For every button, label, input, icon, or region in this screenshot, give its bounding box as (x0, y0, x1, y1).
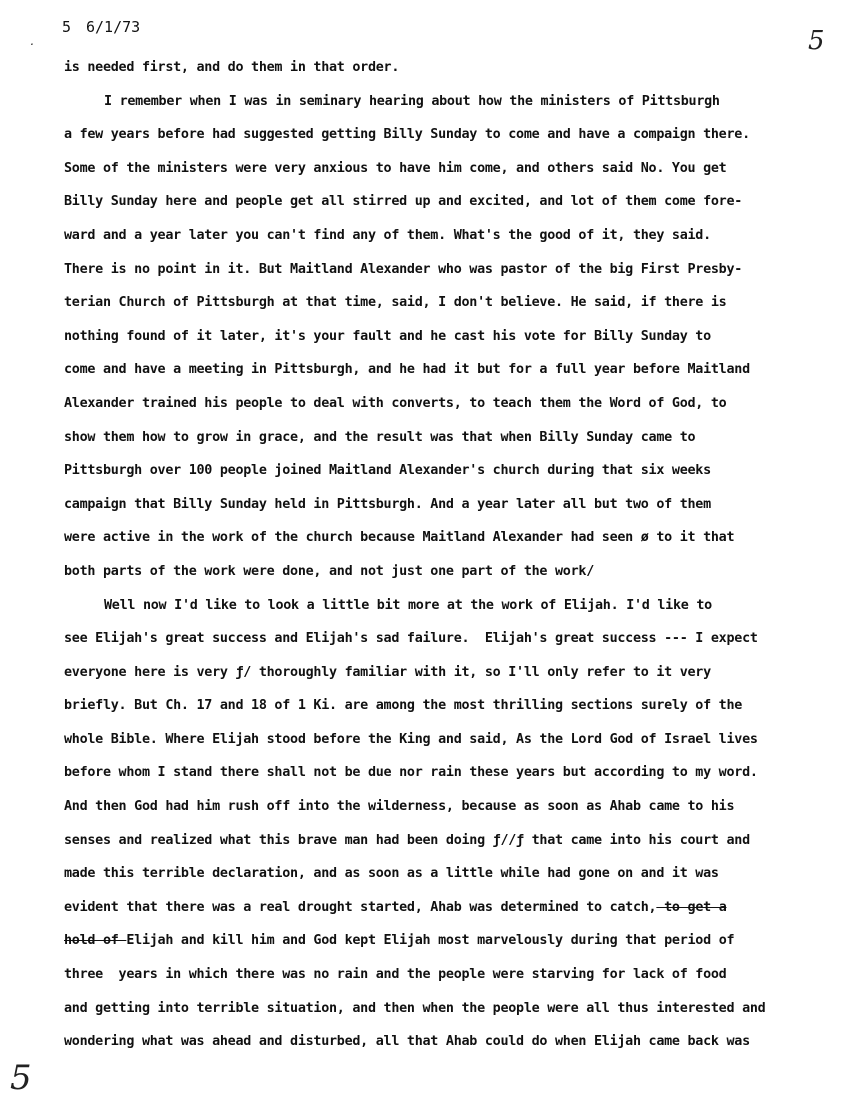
text-line: ward and a year later you can't find any of them. What's the good of it, they said. (64, 227, 711, 243)
text-line: senses and realized what this brave man had been doing ƒ//ƒ that came into his court and (64, 832, 750, 848)
text-line: Pittsburgh over 100 people joined Maitland Alexander's church during that six weeks (64, 463, 711, 479)
text-line: whole Bible. Where Elijah stood before the King and said, As the Lord God of Israel lives (64, 731, 758, 747)
text-line: before whom I stand there shall not be due nor rain these years but according to my word. (64, 765, 758, 781)
text-line: were active in the work of the church because Maitland Alexander had seen ø to it that (64, 530, 735, 546)
text-line: show them how to grow in grace, and the result was that when Billy Sunday came to (64, 429, 696, 445)
margin-mark: . (30, 34, 34, 48)
text-line: And then God had him rush off into the wilderness, because as soon as Ahab came to his (64, 799, 735, 815)
text-line: There is no point in it. But Maitland Alexander who was pastor of the big First Presby- (64, 261, 743, 277)
text-line: campaign that Billy Sunday held in Pittsburgh. And a year later all but two of them (64, 496, 711, 512)
text-line: Some of the ministers were very anxious to have him come, and others said No. You get (64, 160, 727, 176)
text-line: come and have a meeting in Pittsburgh, and he had it but for a full year before Maitland (64, 362, 750, 378)
document-body (64, 51, 824, 1059)
page-date: 6/1/73 (86, 18, 141, 36)
text-line: terian Church of Pittsburgh at that time, said, I don't believe. He said, if there is (64, 295, 727, 311)
text-line: I remember when I was in seminary hearing about how the ministers of Pittsburgh (104, 93, 720, 109)
line-text: Elijah and kill him and God kept Elijah most marvelously during that period of (126, 933, 735, 949)
line-text: evident that there was a real drought started, Ahab was determined to catch, (64, 899, 657, 915)
text-line: is needed first, and do them in that order. (64, 60, 400, 75)
text-line: a few years before had suggested getting Billy Sunday to come and have a compaign there. (64, 127, 750, 143)
text-line: Well now I'd like to look a little bit more at the work of Elijah. I'd like to (104, 597, 712, 613)
footer-handwritten-page-number: 5 (10, 1058, 32, 1098)
typed-page-number: 5 (62, 18, 72, 36)
text-line: wondering what was ahead and disturbed, all that Ahab could do when Elijah came back was (64, 1034, 750, 1050)
text-line: and getting into terrible situation, and then when the people were all thus interested and (64, 1000, 766, 1016)
text-line: Alexander trained his people to deal with converts, to teach them the Word of God, to (64, 395, 727, 411)
text-line: everyone here is very ƒ/ thoroughly familiar with it, so I'll only refer to it very (64, 664, 711, 680)
handwritten-page-number: 5 (808, 26, 825, 56)
text-line: see Elijah's great success and Elijah's sad failure. Elijah's great success --- I expect (64, 631, 758, 647)
text-line: Billy Sunday here and people get all stirred up and excited, and lot of them come fore- (64, 194, 743, 210)
text-line: briefly. But Ch. 17 and 18 of 1 Ki. are among the most thrilling sections surely of the (64, 698, 743, 714)
text-line: both parts of the work were done, and not just one part of the work/ (64, 563, 594, 579)
text-line: nothing found of it later, it's your fault and he cast his vote for Billy Sunday to (64, 328, 711, 344)
text-line: three years in which there was no rain and the people were starving for lack of food (64, 967, 727, 983)
struck-text: hold of (64, 933, 127, 949)
struck-text: to get a (656, 899, 727, 915)
text-line (64, 924, 824, 958)
text-line: made this terrible declaration, and as soon as a little while had gone on and it was (64, 866, 719, 882)
text-line (64, 891, 824, 925)
